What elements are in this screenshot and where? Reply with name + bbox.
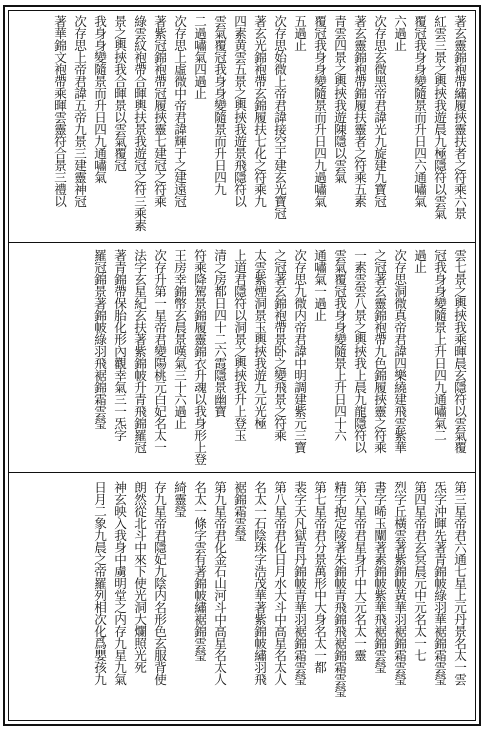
- text-column: 二過嘯氣四過止: [192, 15, 207, 99]
- margin-space: [15, 477, 89, 720]
- text-column: 清之房都日四十二六霞隱景幽寶: [212, 249, 227, 417]
- text-column: 青雲四景之輿挾我遊陳隱以雲氣: [332, 15, 347, 183]
- scripture-page: [3, 5, 481, 726]
- text-column: 次存思玄微黑帝君諱光九旋建九寶冠: [372, 15, 387, 207]
- text-column: 炁字沖暉先著青錦帔綠羽華裾錦霜雲瑩: [432, 481, 447, 685]
- text-column: 裴字天凡獄青丹錦帔青華羽裾錦霜雲瑩: [292, 481, 307, 685]
- text-column: 第九星帝君化金石山河斗中高星名太人: [212, 481, 227, 685]
- text-column: 著青錦帶保胎化形內觀幸氣三一炁字: [112, 249, 127, 441]
- text-column: 次存思始微上帝君諱接空于建玄光寶冠: [272, 15, 287, 219]
- text-column: 著紫冠錦袍帶冠履挾靈七建冠之符乘: [152, 15, 167, 207]
- text-column: 日月二象九晨之帝羅列相次化爲嬰孩九: [92, 481, 107, 685]
- text-column: 上道君隱符以洞景之輿挾我升上登玉: [232, 249, 247, 441]
- text-column: 王房幸錦幣玄晨景嘆氣三十六過止: [172, 249, 187, 429]
- text-column: 次存思上虛微中帝君諱輝于之建遠冠: [172, 15, 187, 207]
- text-column: 第三星帝君六通七星上元丹景名太一雲: [452, 481, 467, 685]
- text-column: 綺靈瑩: [172, 481, 187, 517]
- text-column: 著玄光錦袍帶玄錦履扶七化之符乘九: [252, 15, 267, 207]
- text-column: 朗然從北斗中來下使光洞大爛照光死: [132, 481, 147, 673]
- text-column: 符乘降駕景錦履靈錦衣升魂以我身形上登: [192, 249, 207, 465]
- text-column: 一素雲雲八景之輿挾我上晨九龍隱符以: [352, 249, 367, 453]
- text-column: 過止: [412, 249, 427, 273]
- text-column: 通嘯氣一過止: [312, 249, 327, 321]
- text-column: 裾錦霜雲瑩: [232, 481, 247, 541]
- text-column: 羅冠錦景著錦帔綠羽飛裾錦霜雲瑩: [92, 249, 107, 429]
- text-column: 冠我身身變隨景上升日四九通嘯氣二: [432, 249, 447, 441]
- text-column: 法字玄星紀玄扶著紫錦帔升青飛錦羅冠: [132, 249, 147, 453]
- text-column: 我身身變隨景而升日四九通嘯氣: [92, 15, 107, 183]
- text-column: 六過止: [392, 15, 407, 51]
- text-column: 之冠著玄錦袍帶景卧之變飛景之符乘: [272, 249, 287, 441]
- text-column: 名太一石陰珠字浩茂華著紫錦帔繡羽飛: [252, 481, 267, 685]
- text-column: 次存思洞微真帝君諱四樂繞建飛雲紫華: [392, 249, 407, 453]
- text-column: 著華錦文袍帶乘暉雲靈符合景三禮以: [52, 15, 67, 207]
- text-column: 第八星帝君化日月水大斗中高星名太人: [272, 481, 287, 685]
- text-column: 次存思九微内帝君諱中明調建紫元三寶: [292, 249, 307, 453]
- text-column: 之冠著玄靈錦袍帶九色錦履挾靈之符乘: [372, 249, 387, 453]
- text-column: 雲氣覆冠我身身變隨景上升日四十六: [332, 249, 347, 441]
- text-column: 雲七景之輿挾我乘暉晨玄隱符以雲氣覆: [452, 249, 467, 453]
- text-column: 四素黄雲五景之輿挾我遊景飛隱符以: [232, 15, 247, 207]
- text-column: 綠雲紋袍帶合暉輿扶景我遊冠之符三乘素: [132, 15, 147, 231]
- margin-space: [15, 245, 89, 472]
- middle-text-band: [9, 245, 475, 473]
- text-column: 景之輿挾我合暉景以雲氣覆冠: [112, 15, 127, 171]
- text-column: 著玄靈錦袍帶繡履挾靈扶者之符乘六景: [452, 15, 467, 219]
- upper-text-band: [9, 11, 475, 243]
- text-column: 第四星帝君玄冥晨元中元名太一七: [412, 481, 427, 661]
- page-frame: [8, 10, 476, 721]
- text-column: 次存升第一星帝君變陽桃元白妃名太一: [152, 249, 167, 453]
- text-column: 覆冠我身身變隨景而升日四六通嘯氣: [412, 15, 427, 207]
- text-column: 神玄映入我身中虜明堂之内存九星九氣: [112, 481, 127, 685]
- margin-space: [15, 11, 49, 242]
- text-column: 雲氣覆冠我身身變隨景而升日四九: [212, 15, 227, 195]
- text-column: 精字抱定陵著朱錦帔青飛錦飛裾錦霜雲瑩: [332, 481, 347, 697]
- text-column: 著玄靈錦袍帶錦履扶靈者之符乘五素: [352, 15, 367, 207]
- text-column: 名太一條字雲有著錦帔繡裾錦雲瑩: [192, 481, 207, 661]
- text-column: 次存思上帝君諱五帝九景三建靈神冠: [72, 15, 87, 207]
- text-column: 烈字丘橫雲著紫錦帔黃華羽裾錦霜雲瑩: [392, 481, 407, 685]
- text-column: 五過止: [292, 15, 307, 51]
- text-column: 書字晞玉闡著素錦帔紫華飛裾錦雲瑩: [372, 481, 387, 673]
- text-column: 太雲紫煙洞景玉輿挾我遊九元光極: [252, 249, 267, 429]
- text-column: 覆冠我身身變隨景而升日四九過嘯氣: [312, 15, 327, 207]
- text-column: 紅雲三景之輿挾我遊晨九極隱符以雲氣: [432, 15, 447, 219]
- text-column: 存九星帝君隱妃九陰内名形色玄服背使: [152, 481, 167, 685]
- text-column: 第七星帝君分景萬形中大身名太一都: [312, 481, 327, 673]
- lower-text-band: [9, 477, 475, 720]
- text-column: 第六星帝君星身升中大元名太一靈: [352, 481, 367, 661]
